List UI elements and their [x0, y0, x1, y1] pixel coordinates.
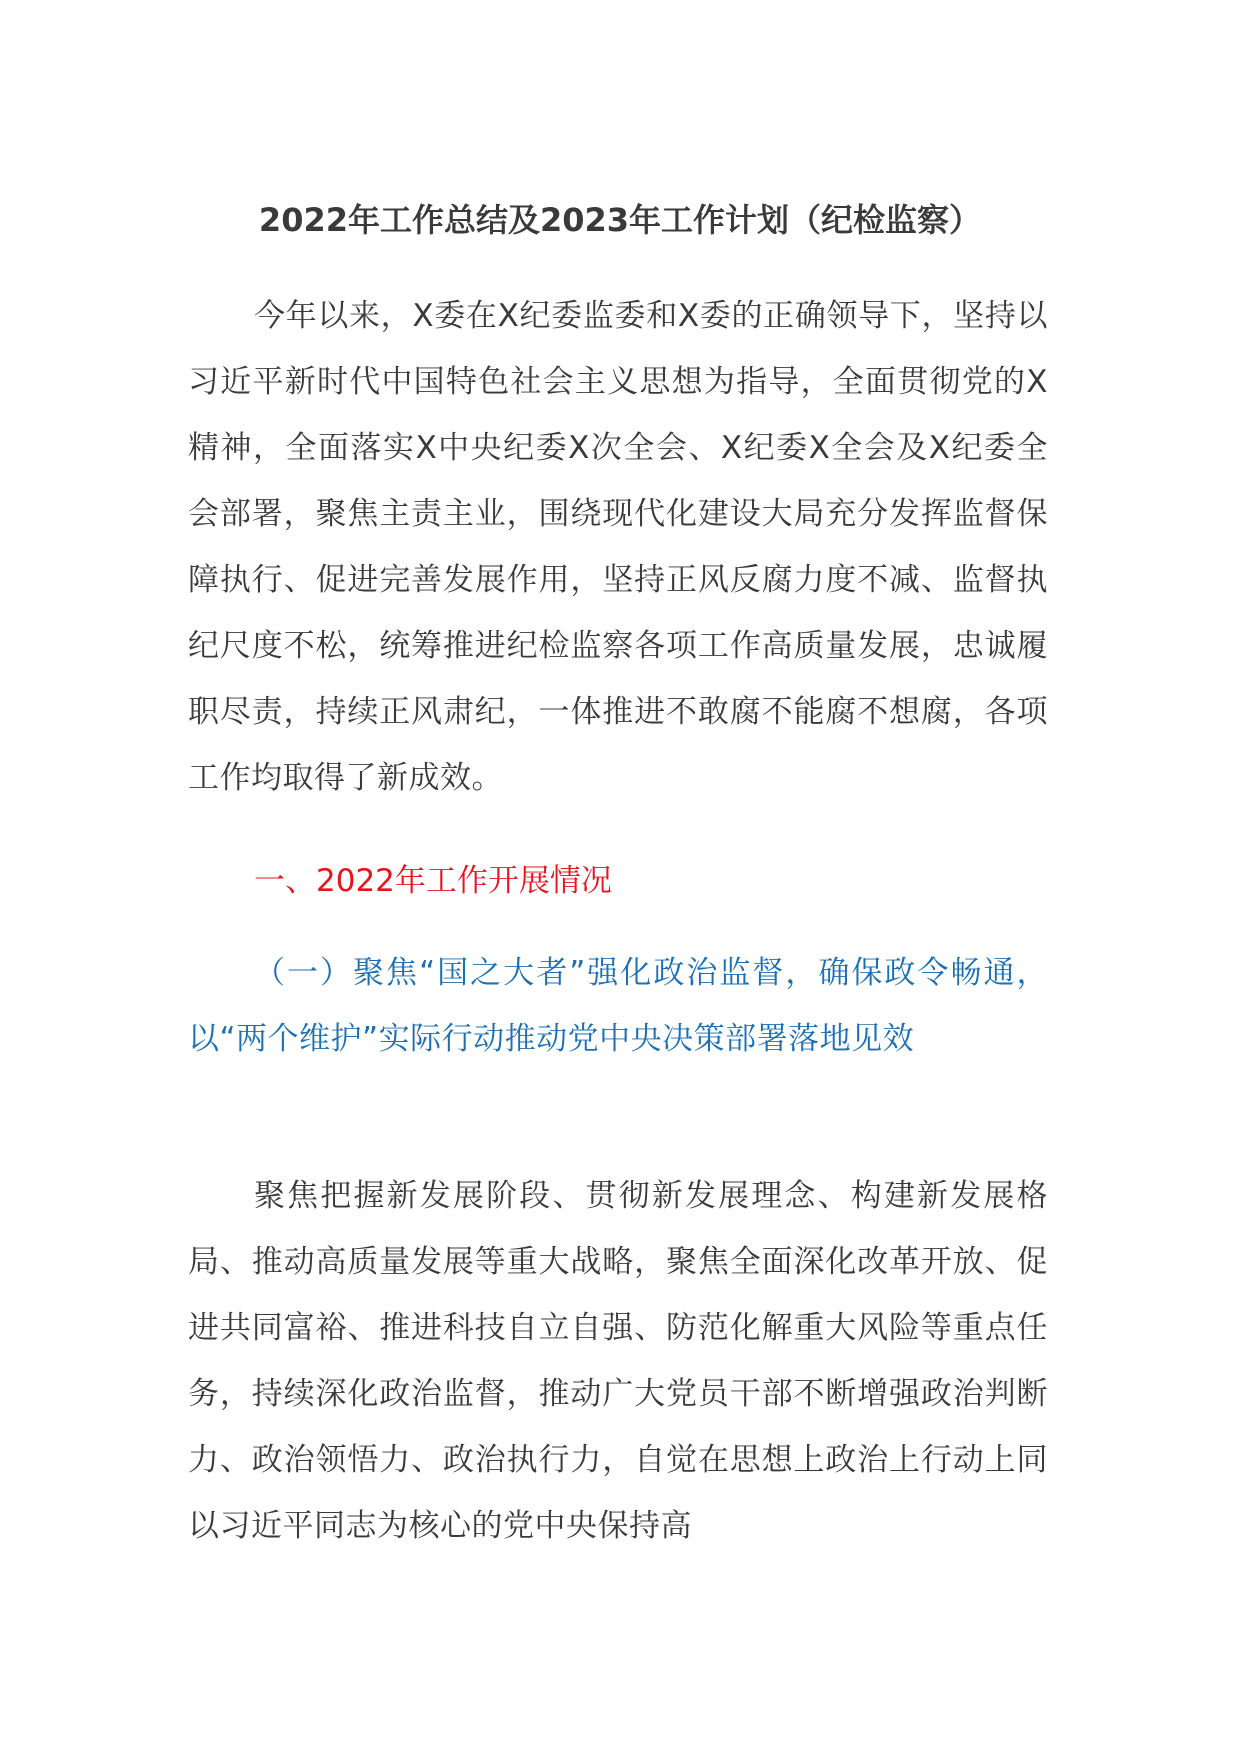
document-title: 2022年工作总结及2023年工作计划（纪检监察）: [258, 201, 982, 239]
intro-paragraph: 今年以来，X委在X纪委监委和X委的正确领导下，坚持以习近平新时代中国特色社会主义思想为指导，全面贯彻党的X精神，全面落实X中央纪委X次全会、X纪委X全会及X纪委全会部署，聚焦主责主业，围绕现代化建设大局充分发挥监督保障执行、促进完善发展作用，坚持正风反腐力度不减、监督执纪尺度不松，统筹推进纪检监察各项工作高质量发展，忠诚履职尽责，持续正风肃纪，一体推进不敢腐不能腐不想腐，各项工作均取得了新成效。: [188, 298, 1048, 796]
body-paragraph: 聚焦把握新发展阶段、贯彻新发展理念、构建新发展格局、推动高质量发展等重大战略，聚焦全面深化改革开放、促进共同富裕、推进科技自立自强、防范化解重大风险等重点任务，持续深化政治监督，推动广大党员干部不断增强政治判断力、政治领悟力、政治执行力，自觉在思想上政治上行动上同以习近平同志为核心的党中央保持高: [188, 1178, 1048, 1544]
section-heading: 一、2022年工作开展情况: [254, 863, 612, 899]
subsection-heading: （一）聚焦“国之大者”强化政治监督，确保政令畅通，以“两个维护”实际行动推动党中央决策部署落地见效: [188, 955, 1048, 1057]
